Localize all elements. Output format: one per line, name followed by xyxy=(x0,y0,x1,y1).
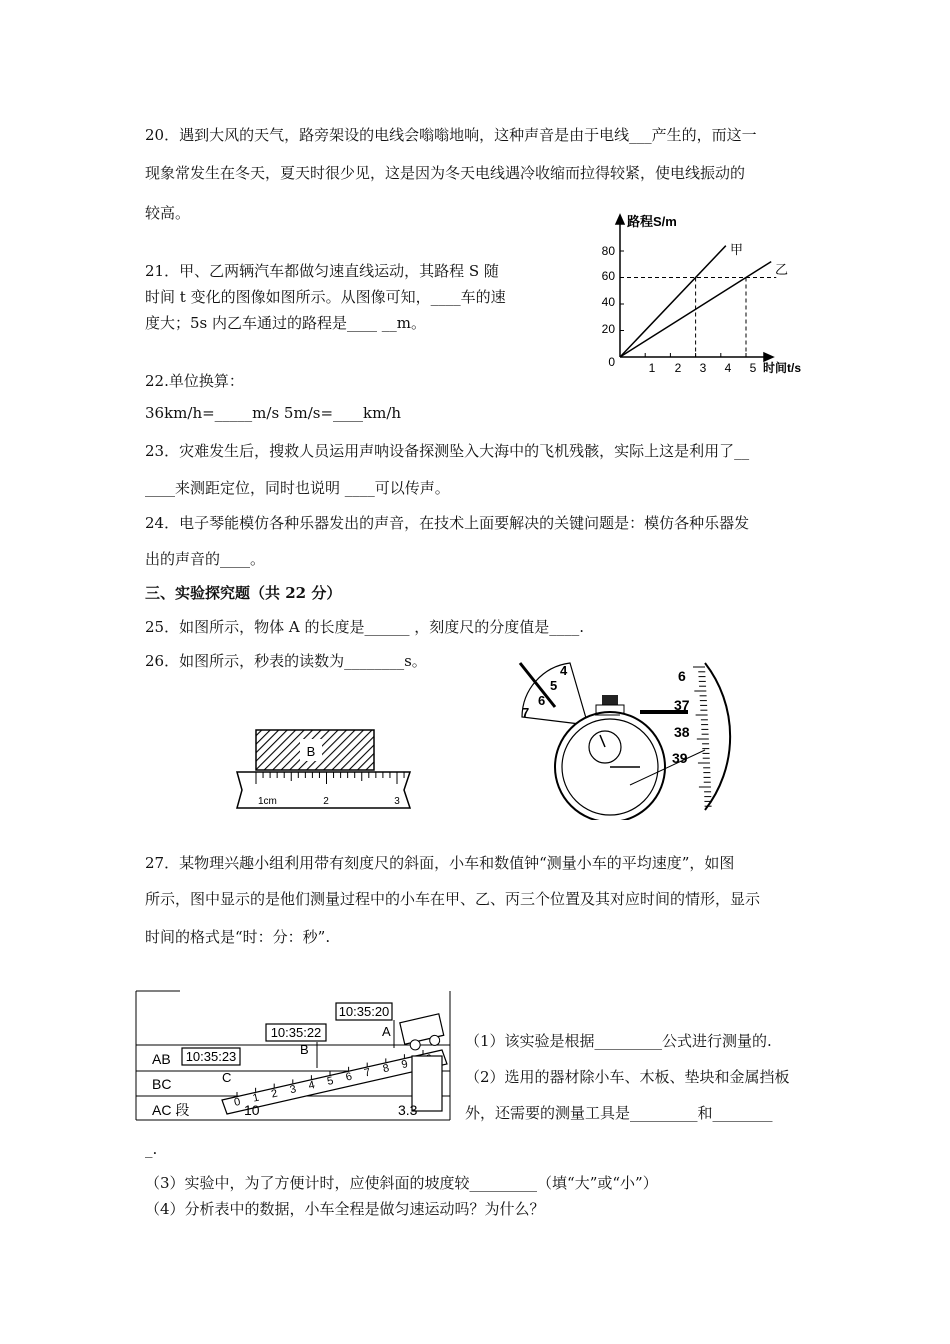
y-tick-80: 80 xyxy=(601,244,615,258)
q20-line3: 较高。 xyxy=(145,204,191,222)
x-axis-label: 时间t/s xyxy=(763,361,802,375)
q23-line1: 23．灾难发生后，搜救人员运用声呐设备探测坠入大海中的飞机残骸，实际上这是利用了__ xyxy=(145,442,750,460)
label-c: C xyxy=(222,1070,232,1085)
label-a: A xyxy=(382,1024,391,1039)
small-dial-zoom xyxy=(522,663,588,725)
series-label-yi: 乙 xyxy=(775,262,789,277)
incline-scale-label: 3 xyxy=(288,1083,298,1097)
incline-scale-label: 1 xyxy=(251,1091,261,1105)
q21-line2: 时间 t 变化的图像如图所示。从图像可知，____车的速 xyxy=(145,288,506,306)
q21-line1: 21．甲、乙两辆汽车都做匀速直线运动，其路程 S 随 xyxy=(145,262,499,280)
big-dial-38: 38 xyxy=(674,724,690,740)
series-label-jia: 甲 xyxy=(730,242,744,257)
q20-line1: 20．遇到大风的天气，路旁架设的电线会嗡嗡地响，这种声音是由于电线___产生的，而这一 xyxy=(145,126,757,144)
big-dial-39: 39 xyxy=(672,750,688,766)
big-dial-arc xyxy=(705,663,730,810)
table-row-ac: AC 段 xyxy=(152,1102,190,1118)
incline-scale-label: 0 xyxy=(232,1095,242,1109)
q27-sub2c: _. xyxy=(145,1140,158,1158)
incline-scale-label: 7 xyxy=(363,1066,372,1080)
table-row-bc: BC xyxy=(152,1076,172,1092)
table-cell-ac-2: 3.3 xyxy=(398,1102,418,1118)
block-label: B xyxy=(306,744,316,759)
section-3-heading: 三、实验探究题（共 22 分） xyxy=(145,584,342,602)
x-tick-3: 3 xyxy=(699,361,707,375)
q27-sub4: （4）分析表中的数据，小车全程是做匀速运动吗？为什么？ xyxy=(145,1200,545,1218)
q20-line2: 现象常发生在冬天，夏天时很少见，这是因为冬天电线遇冷收缩而拉得较紧，使电线振动的 xyxy=(145,164,746,182)
ruler-mark-1: 1cm xyxy=(258,796,277,807)
q21-line3: 度大；5s 内乙车通过的路程是____ __m。 xyxy=(145,314,427,332)
q23-line2: ____来测距定位，同时也说明 ____可以传声。 xyxy=(145,479,450,497)
clock-c-time: 10:35:23 xyxy=(185,1049,237,1064)
cart xyxy=(400,1014,446,1052)
incline-scale-label: 2 xyxy=(270,1087,279,1101)
ruler-mark-2: 2 xyxy=(323,796,329,807)
q24-line2: 出的声音的____。 xyxy=(145,550,266,568)
distance-time-graph xyxy=(595,212,820,382)
x-tick-2: 2 xyxy=(674,361,682,375)
incline-figure xyxy=(132,988,457,1123)
series-line-jia xyxy=(620,246,726,357)
q26-text: 26．如图所示，秒表的读数为________s。 xyxy=(145,652,427,670)
incline-scale-label: 5 xyxy=(325,1074,335,1088)
small-dial-6: 6 xyxy=(538,693,546,708)
incline-scale-label: 6 xyxy=(344,1070,354,1084)
y-tick-20: 20 xyxy=(601,322,615,336)
small-dial-5: 5 xyxy=(550,678,558,693)
y-axis-arrow xyxy=(616,215,624,224)
table-row-ab: AB xyxy=(152,1051,171,1067)
q27-line2: 所示，图中显示的是他们测量过程中的小车在甲、乙、丙三个位置及其对应时间的情形，显示 xyxy=(145,890,761,908)
label-b: B xyxy=(300,1042,309,1057)
q27-line1: 27．某物理兴趣小组利用带有刻度尺的斜面，小车和数值钟“测量小车的平均速度”，如图 xyxy=(145,854,735,872)
q22-title: 22.单位换算： xyxy=(145,372,244,390)
y-axis-label: 路程S/m xyxy=(627,214,677,229)
table-cell-ac-1: 10 xyxy=(244,1102,260,1118)
q25-text: 25．如图所示，物体 A 的长度是______ ，刻度尺的分度值是____. xyxy=(145,618,584,636)
ruler-figure xyxy=(232,725,417,815)
small-dial-7: 7 xyxy=(522,705,530,720)
y-tick-60: 60 xyxy=(601,269,615,283)
q27-sub2b: 外，还需要的测量工具是_________和________ xyxy=(465,1104,773,1122)
big-dial-37: 37 xyxy=(674,697,690,713)
q22-line: 36km/h=_____m/s 5m/s=____km/h xyxy=(145,404,402,422)
incline-scale-label: 9 xyxy=(400,1058,410,1072)
stopwatch-figure xyxy=(500,655,735,820)
clock-a-time: 10:35:20 xyxy=(338,1004,390,1019)
q27-sub1: （1）该实验是根据_________公式进行测量的. xyxy=(465,1032,772,1050)
incline-scale-label: 4 xyxy=(307,1079,317,1093)
clock-b-time: 10:35:22 xyxy=(270,1025,322,1040)
q27-sub3: （3）实验中，为了方便计时，应使斜面的坡度较_________（填“大”或“小”） xyxy=(145,1174,658,1192)
ruler-mark-3: 3 xyxy=(394,796,400,807)
q27-line3: 时间的格式是“时：分：秒”. xyxy=(145,928,331,946)
x-axis-arrow xyxy=(764,353,773,361)
incline-scale-label: 8 xyxy=(381,1062,391,1076)
x-tick-5: 5 xyxy=(749,361,757,375)
x-tick-1: 1 xyxy=(648,361,656,375)
q24-line1: 24．电子琴能模仿各种乐器发出的声音，在技术上面要解决的关键问题是：模仿各种乐器发 xyxy=(145,514,750,532)
small-dial-4: 4 xyxy=(560,663,568,678)
big-dial-6: 6 xyxy=(678,668,686,684)
q27-sub2: （2）选用的器材除小车、木板、垫块和金属挡板 xyxy=(465,1068,790,1086)
x-tick-4: 4 xyxy=(724,361,732,375)
crown xyxy=(602,695,618,705)
origin-label: 0 xyxy=(608,355,615,369)
y-tick-40: 40 xyxy=(601,295,615,309)
